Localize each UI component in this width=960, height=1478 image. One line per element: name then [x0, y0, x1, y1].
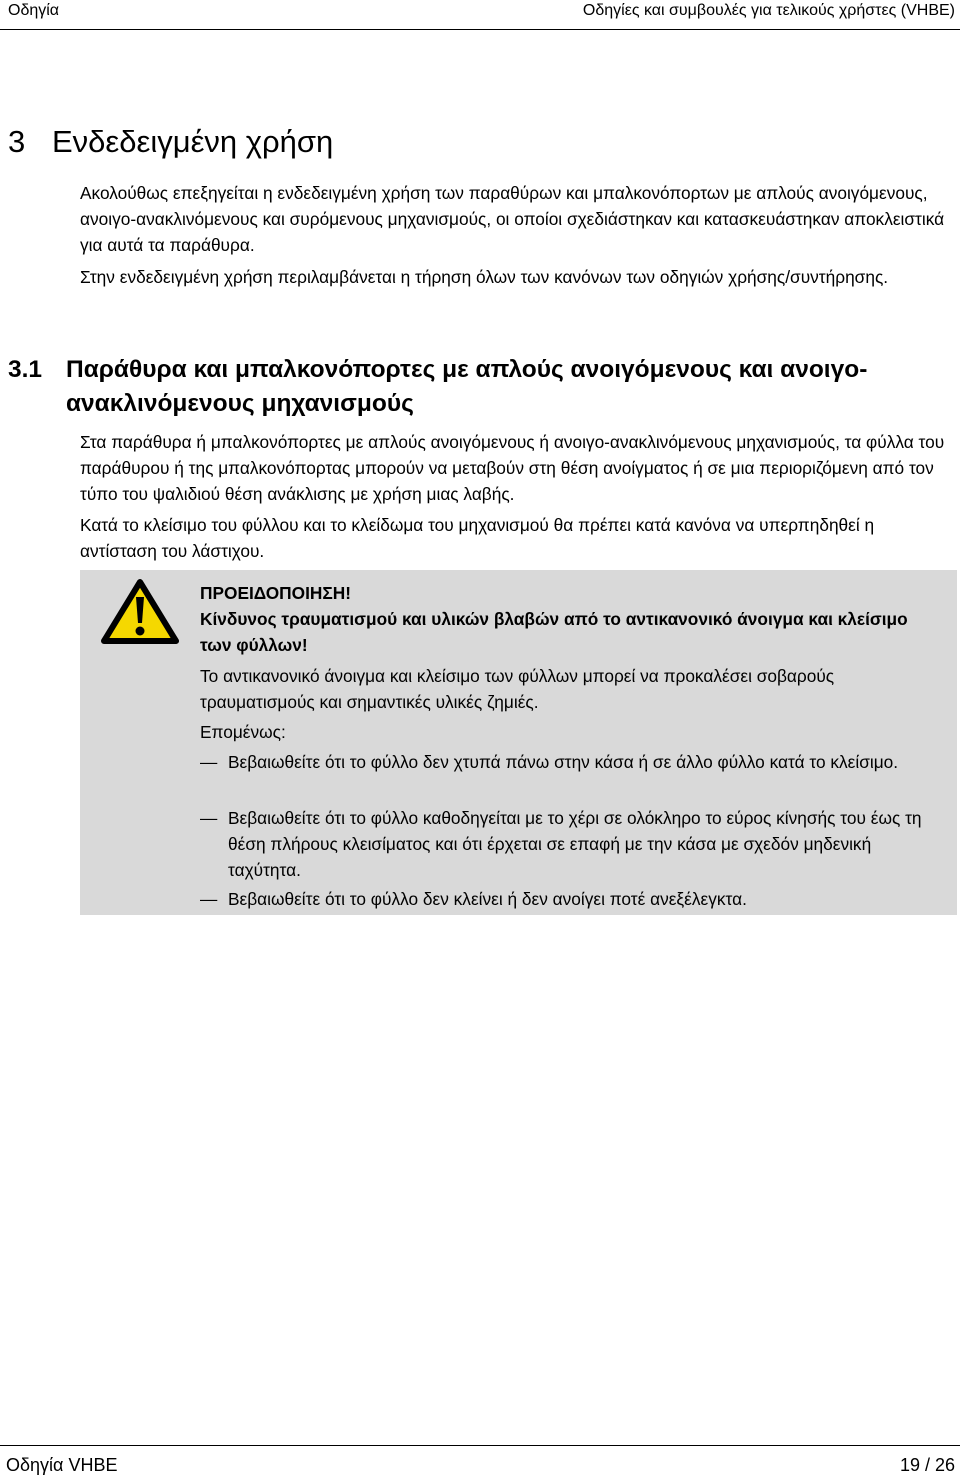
subsection-heading: [8, 353, 948, 421]
warning-subheading: Κίνδυνος τραυματισμού και υλικών βλαβών από το αντικανονικό άνοιγμα και κλείσιμο των φύλλων!: [200, 609, 908, 655]
list-item-text: Βεβαιωθείτε ότι το φύλλο καθοδηγείται με το χέρι σε ολόκληρο το εύρος κίνησής του έως τη θέση πλήρους κλεισίματος και ότι έρχεται σε επαφή με την κάσα με σχεδόν μηδενική ταχύτητα.: [228, 808, 922, 880]
subsection-description-paragraph: Στα παράθυρα ή μπαλκονόπορτες με απλούς ανοιγόμενους ή ανοιγο-ανακλινόμενους μηχανισμούς, τα φύλλα του παράθυρου ή της μπαλκονόπορτας μπορούν να μεταβούν στη θέση ανοίγματος ή σε μια περιοριζόμενη από τον τύπο του ψαλιδιού θέση ανάκλισης με χρήση μιας λαβής.: [80, 432, 945, 504]
subsection-closing-paragraph: Κατά το κλείσιμο του φύλλου και το κλείδωμα του μηχανισμού θα πρέπει κατά κανόνα να υπερπηδηθεί η αντίσταση του λάστιχου.: [80, 515, 875, 561]
header-doc-type: Οδηγία: [8, 2, 60, 19]
list-item-text: Βεβαιωθείτε ότι το φύλλο δεν κλείνει ή δεν ανοίγει ποτέ ανεξέλεγκτα.: [228, 889, 747, 909]
warning-heading: ΠΡΟΕΙΔΟΠΟΙΗΣΗ!: [200, 583, 351, 603]
bullet-dash: —: [200, 889, 218, 909]
list-item: [200, 805, 940, 883]
list-item-text: Βεβαιωθείτε ότι το φύλλο δεν χτυπά πάνω στην κάσα ή σε άλλο φύλλο κατά το κλείσιμο.: [228, 752, 899, 772]
footer-doc-name: Οδηγία VHBE: [6, 1455, 118, 1475]
subsection-number: 3.1: [8, 356, 43, 383]
bullet-dash: —: [200, 752, 218, 772]
section-number: 3: [8, 124, 26, 159]
page-header: [0, 0, 960, 30]
section-heading: [8, 124, 333, 160]
list-item: [200, 749, 940, 775]
warning-therefore-label: Επομένως:: [200, 722, 286, 742]
page-number: 19 / 26: [899, 1455, 955, 1475]
section-scope-paragraph: Στην ενδεδειγμένη χρήση περιλαμβάνεται η τήρηση όλων των κανόνων των οδηγιών χρήσης/συντήρησης.: [80, 267, 889, 287]
list-item: [200, 886, 940, 912]
header-doc-title: Οδηγίες και συμβουλές για τελικούς χρήστες (VHBE): [582, 2, 955, 19]
subsection-title: Παράθυρα και μπαλκονόπορτες με απλούς ανοιγόμενους και ανοιγο-ανακλινόμενους μηχανισμούς: [66, 356, 868, 417]
section-intro-paragraph: Ακολούθως επεξηγείται η ενδεδειγμένη χρήση των παραθύρων και μπαλκονόπορτων με απλούς ανοιγόμενους, ανοιγο-ανακλινόμενους και συρόμενους μηχανισμούς, οι οποίοι σχεδιάστηκαν και κατασκευάστηκαν αποκλειστικά για αυτά τα παράθυρα.: [80, 183, 945, 255]
section-title: Ενδεδειγμένη χρήση: [52, 124, 334, 159]
page-footer: [0, 1445, 960, 1478]
warning-description: Το αντικανονικό άνοιγμα και κλείσιμο των φύλλων μπορεί να προκαλέσει σοβαρούς τραυματισμούς και σημαντικές υλικές ζημιές.: [200, 666, 835, 712]
bullet-dash: —: [200, 808, 218, 828]
warning-triangle-icon: [100, 577, 180, 645]
